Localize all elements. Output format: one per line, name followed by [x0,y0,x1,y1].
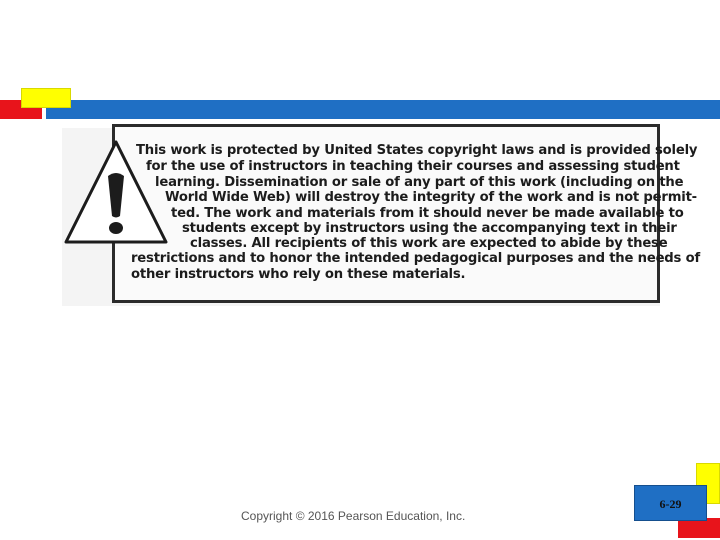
copyright-footer: Copyright © 2016 Pearson Education, Inc. [241,509,466,523]
footer-red-block [678,518,720,538]
slide-number: 6-29 [659,497,682,511]
header-yellow-block [21,88,71,108]
notice-line-6: students except by instructors using the accompanying text in their [182,221,677,236]
notice-line-2: for the use of instructors in teaching their courses and assessing student [146,159,680,174]
notice-line-9: other instructors who rely on these materials. [131,267,466,282]
notice-line-5: ted. The work and materials from it should never be made available to [171,206,684,221]
notice-line-8: restrictions and to honor the intended pedagogical purposes and the needs of [131,251,700,266]
notice-line-7: classes. All recipients of this work are expected to abide by these [190,236,668,251]
notice-line-3: learning. Dissemination or sale of any part of this work (including on the [155,175,684,190]
notice-line-4: World Wide Web) will destroy the integrity of the work and is not permit- [165,190,697,205]
header-blue-bar [46,100,720,119]
notice-line-1: This work is protected by United States copyright laws and is provided solely [136,143,698,158]
